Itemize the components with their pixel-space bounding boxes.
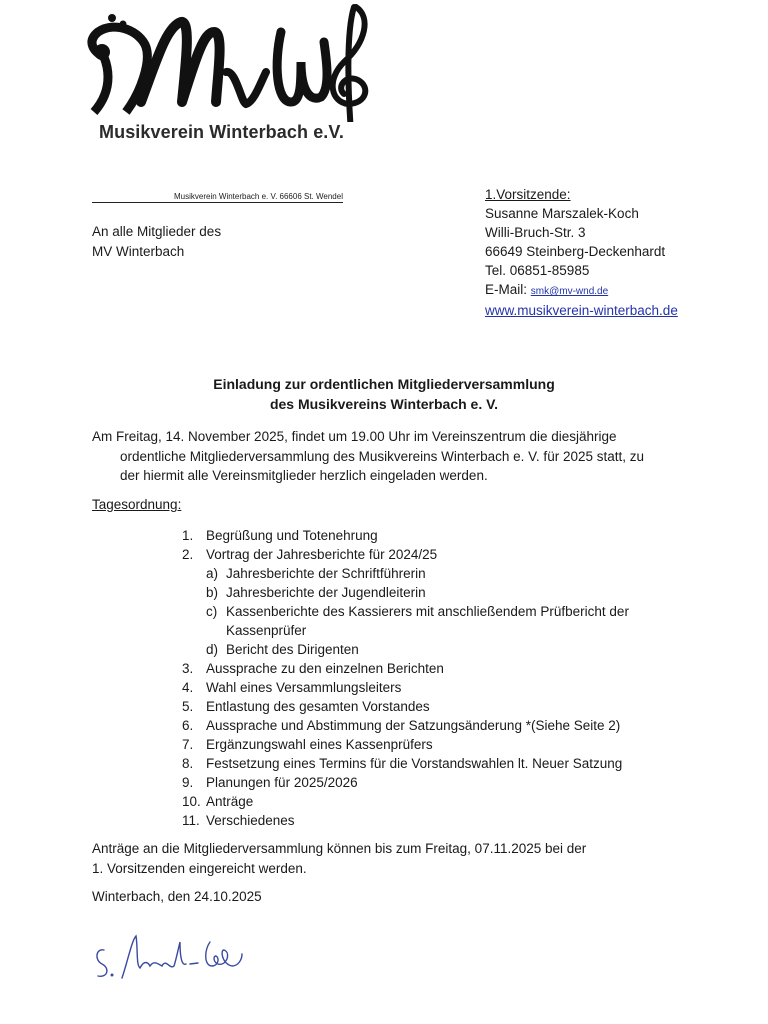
place-date-line: Winterbach, den 24.10.2025 <box>92 889 262 904</box>
intro-line-3: der hiermit alle Vereinsmitglieder herzlich eingeladen werden. <box>120 468 488 483</box>
treble-clef-logo-icon <box>86 2 376 122</box>
intro-line-1: Am Freitag, 14. November 2025, findet um 19.00 Uhr im Vereinszentrum die diesjährige <box>92 429 617 444</box>
title-line-2: des Musikvereins Winterbach e. V. <box>269 396 499 412</box>
agenda-item: 5. Entlastung des gesamten Vorstandes <box>182 699 430 714</box>
contact-city: 66649 Steinberg-Deckenhardt <box>485 244 666 259</box>
closing-line-2: 1. Vorsitzenden eingereicht werden. <box>92 860 307 876</box>
agenda-label: Tagesordnung: <box>92 497 182 512</box>
agenda-item: 2. Vortrag der Jahresberichte für 2024/25 <box>182 547 438 562</box>
agenda-subitem: c) Kassenberichte des Kassierers mit anschließendem Prüfbericht der <box>206 604 629 619</box>
website-link[interactable]: www.musikverein-winterbach.de <box>485 303 678 318</box>
closing-line-1: Anträge an die Mitgliederversammlung können bis zum Freitag, 07.11.2025 bei der <box>92 841 587 856</box>
contact-phone: Tel. 06851-85985 <box>485 263 590 278</box>
contact-heading: 1.Vorsitzende: <box>485 187 571 202</box>
email-label: E-Mail: <box>485 282 531 297</box>
title-line-1: Einladung zur ordentlichen Mitgliederversammlung <box>213 376 555 392</box>
sender-address-line: Musikverein Winterbach e. V. 66606 St. Wendel <box>92 191 343 203</box>
recipient-block <box>92 222 221 261</box>
handwritten-signature-icon <box>92 930 262 990</box>
agenda-item: 11. Verschiedenes <box>182 813 295 828</box>
contact-email-row <box>485 280 678 301</box>
agenda-item: 1. Begrüßung und Totenehrung <box>182 528 378 543</box>
agenda-item: 6. Aussprache und Abstimmung der Satzungsänderung *(Siehe Seite 2) <box>182 718 621 733</box>
agenda-item: 3. Aussprache zu den einzelnen Berichten <box>182 661 444 676</box>
agenda-subitem: d) Bericht des Dirigenten <box>206 642 359 657</box>
agenda-item: 8. Festsetzung eines Termins für die Vorstandswahlen lt. Neuer Satzung <box>182 756 623 771</box>
logo-subtitle: Musikverein Winterbach e.V. <box>99 122 344 142</box>
agenda-item: 4. Wahl eines Versammlungsleiters <box>182 680 402 695</box>
contact-block <box>485 185 678 320</box>
agenda-subitem: a) Jahresberichte der Schriftführerin <box>206 566 426 581</box>
intro-line-2: ordentliche Mitgliederversammlung des Musikvereins Winterbach e. V. für 2025 statt, zu <box>120 448 644 464</box>
closing-paragraph <box>92 839 586 878</box>
agenda-item: 9. Planungen für 2025/2026 <box>182 775 358 790</box>
recipient-line-1: An alle Mitglieder des <box>92 224 222 239</box>
email-link[interactable]: smk@mv-wnd.de <box>530 286 609 297</box>
agenda-item: 7. Ergänzungswahl eines Kassenprüfers <box>182 737 433 752</box>
agenda-list <box>182 526 629 830</box>
agenda-subitem-continuation: Kassenprüfer <box>226 623 307 638</box>
intro-paragraph <box>92 427 652 486</box>
signature <box>92 930 262 990</box>
agenda-item: 10. Anträge <box>182 794 254 809</box>
document-title <box>0 374 768 414</box>
contact-street: Willi-Bruch-Str. 3 <box>485 225 586 240</box>
recipient-line-2: MV Winterbach <box>92 243 185 259</box>
agenda-subitem: b) Jahresberichte der Jugendleiterin <box>206 585 426 600</box>
club-logo <box>86 2 376 158</box>
contact-name: Susanne Marszalek-Koch <box>485 206 639 221</box>
